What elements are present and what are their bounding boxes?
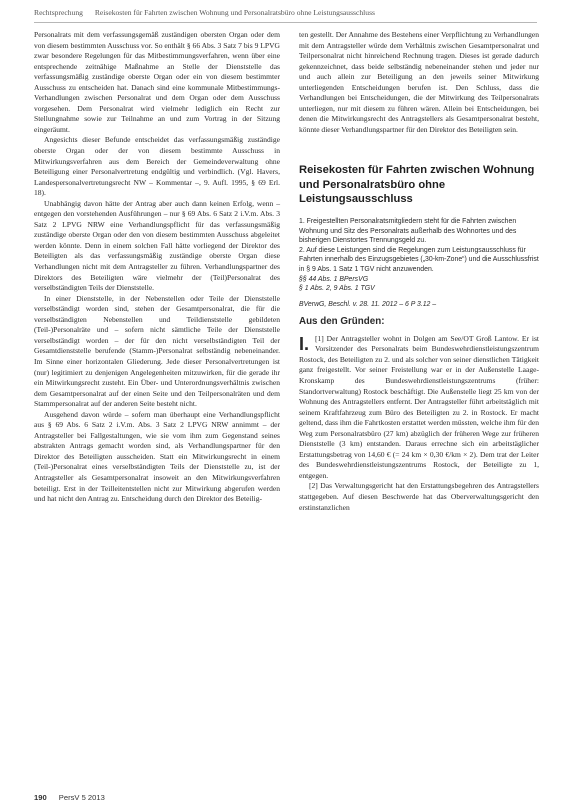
- article-title: Reisekosten für Fahrten zwischen Wohnung und Personalratsbüro ohne Leistungsausschluss: [299, 164, 535, 206]
- leitsatz: 2. Auf diese Leistungen sind die Regelungen zum Leistungsausschluss für Fahrten innerhalb des Einzugsgebietes („30-km-Zone“) und die Ausschlussfrist in § 9 Abs. 1 Satz 1 TGV nicht anzuwenden.: [299, 246, 539, 273]
- paragraph-text: [1] Der Antragsteller wohnt in Dolgen am See/OT Groß Lantow. Er ist Vorsitzender des Personalrats beim Bundeswehrdienstleistungszentrum Rostock, des Beteiligten zu 2. und als solcher von seiner dienstlichen Tätigkeit ganz freigestellt. Vor seiner Freistellung war er in der Außenstelle Laage-Kronskamp des Bundeswehrdienstleistungszentrums (früher: Standortverwaltung) Rostock beschäftigt. Die Außenstelle liegt 25 km von der Wohnung des Antragstellers entfernt. Der Antragsteller führt arbeitstäglich mit seinem Kraftfahrzeug zum Büro des Beteiligten zu 2. in Rostock. Er macht geltend, dass ihm die Fahrtkosten erstattet werden müssten, welche ihm für den Weg zum Personalratsbüro (27 km) abzüglich der früheren Wege zur früheren Dienststelle (3 km) entstanden. Daraus errechne sich ein arbeitstäglicher Erstattungsbetrag von 14,60 € (= 24 km × 0,30 €/km × 2). Dem trat der Leiter des Bundeswehrdienstleistungszentrums Rostock, der Beteiligte zu 1, entgegen.: [299, 333, 539, 480]
- paragraph: Personalrats mit dem verfassungsgemäß zuständigen obersten Organ oder dem von diesem bestimmten Ausschuss vor. So enthält § 66 Abs. 3 Satz 7 bis 9 LPVG zwar besondere Regelungen für das Mitbestimmungsverfahren, wenn über eine entsprechende zeitnähige Maßnahme an Stelle der Dienststelle das verfassungsmäßig zuständige oberste Organ oder ein von diesem bestimmter Ausschuss zu entscheiden hat. Danach sind eine kommunale Mitbestimmungs-Verhandlungen zwischen Personalrat und dem Organ oder dem Ausschuss vorgesehen. Dem Personalrat wird vielmehr lediglich ein Recht zur Stellungnahme sowie zur Teilnahme an und zum Vortrag in der Sitzung eingeräumt.: [34, 30, 280, 134]
- reference: §§ 44 Abs. 1 BPersVG: [299, 275, 369, 283]
- page-header: [34, 8, 537, 22]
- header-rule: [34, 22, 537, 23]
- leitsatz: 1. Freigestellten Personalratsmitgliedern steht für die Fahrten zwischen Wohnung und Sitz des Personalrats außerhalb des Wohnortes und des bisherigen Dienstortes Trennungsgeld zu.: [299, 217, 517, 245]
- section-label: Rechtsprechung: [34, 8, 83, 17]
- page-footer: [34, 793, 105, 802]
- paragraph: Ausgehend davon würde – sofern man überhaupt eine Verhandlungspflicht aus § 69 Abs. 6 Satz 2 i.V.m. Abs. 3 Satz 2 LPVG NRW annimmt – der Antragsteller bei Fallgestaltungen, wie sie vom ihm zum Gegenstand seines abstrakten Antrags gemacht worden sind, als Verhandlungspartner für den Direktor des Beteiligten ausscheiden. Statt ein Mitwirkungsrecht in einem (Teil-)Personalrat eines verselbständigten Teils der Dienststelle zu, ist der Antragsteller als Gesamtpersonalrat insoweit an den Mitwirkungsverfahren beteiligt. Erst in der Teilleitentstellen nicht zur Mitwirkung abgerufen werden und hat nicht den Antrag zu. Entscheidung durch den Direktor des Beteilig-: [34, 409, 280, 504]
- section-heading: Aus den Gründen:: [299, 316, 385, 328]
- paragraph: Unabhängig davon hätte der Antrag aber auch dann keinen Erfolg, wenn – entgegen den vorstehenden Ausführungen – nur § 69 Abs. 6 Satz 2 i.V.m. Abs. 3 Satz 2 LPVG NRW eine Verhandlungspflicht für das verfassungsmäßig zuständige oberste Organ oder den von diesem bestimmten Ausschuss abgeleitet werden könnte. Denn in einem solchen Fall hätte vorliegend der Direktor des Beteiligten als das verfassungsmäßig zuständige oberste Organ diese Verhandlungen nicht mit dem Antragsteller zu führen. Verhandlungspartner des Direktors des Beteiligten wäre vielmehr der (Teil)Personalrat des verselbständigten Teils der Dienststelle.: [34, 198, 280, 293]
- running-title: Reisekosten für Fahrten zwischen Wohnung und Personalratsbüro ohne Leistungsausschluss: [94, 8, 375, 17]
- court-citation: BVerwG, Beschl. v. 28. 11. 2012 – 6 P 3.12 –: [299, 300, 437, 308]
- left-column: [34, 30, 280, 505]
- paragraph: In einer Dienststelle, in der Nebenstellen oder Teile der Dienststelle verselbständigt worden sind, stehen der Gesamtpersonalrat, die für die verselbständigten Nebenstellen und Teildienststelle gebildeten (Teil-)Personalräte und – sofern nicht sämtliche Teile der Dienststelle verselbständigt worden – der für den nicht verselbständigten Teil der Gesamtdienststelle berufende (Stamm-)Personalrat selbständig nebeneinander. Im Sinne einer horizontalen Gliederung. Jede dieser Personalvertretungen ist (nur) legitimiert zu denjenigen Angelegenheiten mitzuwirken, für die gerade ihr ein Mitwirkungsrecht zusteht. Ein Über- und Unterordnungsverhältnis zwischen dem Gesamtpersonalrat auf der einen Seite und den Teilpersonalräten und dem Stammpersonalrat auf der anderen Seite besteht nicht.: [34, 293, 280, 409]
- paragraph: ten gestellt. Der Annahme des Bestehens einer Verpflichtung zu Verhandlungen mit dem Antragsteller würde dem Verhältnis zwischen Gesamtpersonalrat und Teilpersonalrat nicht hinreichend Rechnung tragen. Dieses ist gerade dadurch gekennzeichnet, dass beide selbständig nebeneinander stehen und jeder nur und auch allein zur Beteiligung an den jeweils seiner Mitwirkung unterliegenden Entscheidungen berufen ist. Den Schluss, dass die Verhandlungen bei Entscheidungen, die der Mitwirkung des Teilpersonalrats unterliegen, nur mit diesem zu führen wären. Allein bei Entscheidungen, bei denen die Mitwirkungsrecht des Antragstellers als Gesamtpersonalrat besteht, könnte dieser Verhandlungspartner für den Direktor des Beteiligten sein.: [299, 30, 539, 134]
- legal-references: [299, 275, 539, 294]
- page-number: 190: [34, 793, 47, 802]
- reference: § 1 Abs. 2, 9 Abs. 1 TGV: [299, 285, 375, 293]
- paragraph: [2] Das Verwaltungsgericht hat den Erstattungsbegehren des Antragstellers stattgegeben. Auf diesen Beschwerde hat das Oberverwaltungsgericht den erstinstanzlichen: [299, 481, 539, 512]
- right-column: [299, 30, 539, 513]
- journal-reference: PersV 5 2013: [58, 793, 105, 802]
- paragraph: Angesichts dieser Befunde entscheidet das verfassungsmäßig zuständige oberste Organ oder der von diesem bestimmte Ausschuss in Mitwirkungsverfahren aus dem Bereich der Gemeindeverwaltung ohne Beteiligung einer Personalvertretung endgültig und verbindlich. (Vgl. Havers, Landespersonalvertretungsrecht NW – Kommentar –, 9. Aufl. 1995, § 69 Erl. 18).: [34, 135, 280, 198]
- paragraph: [299, 334, 539, 482]
- roman-numeral: I.: [299, 333, 310, 354]
